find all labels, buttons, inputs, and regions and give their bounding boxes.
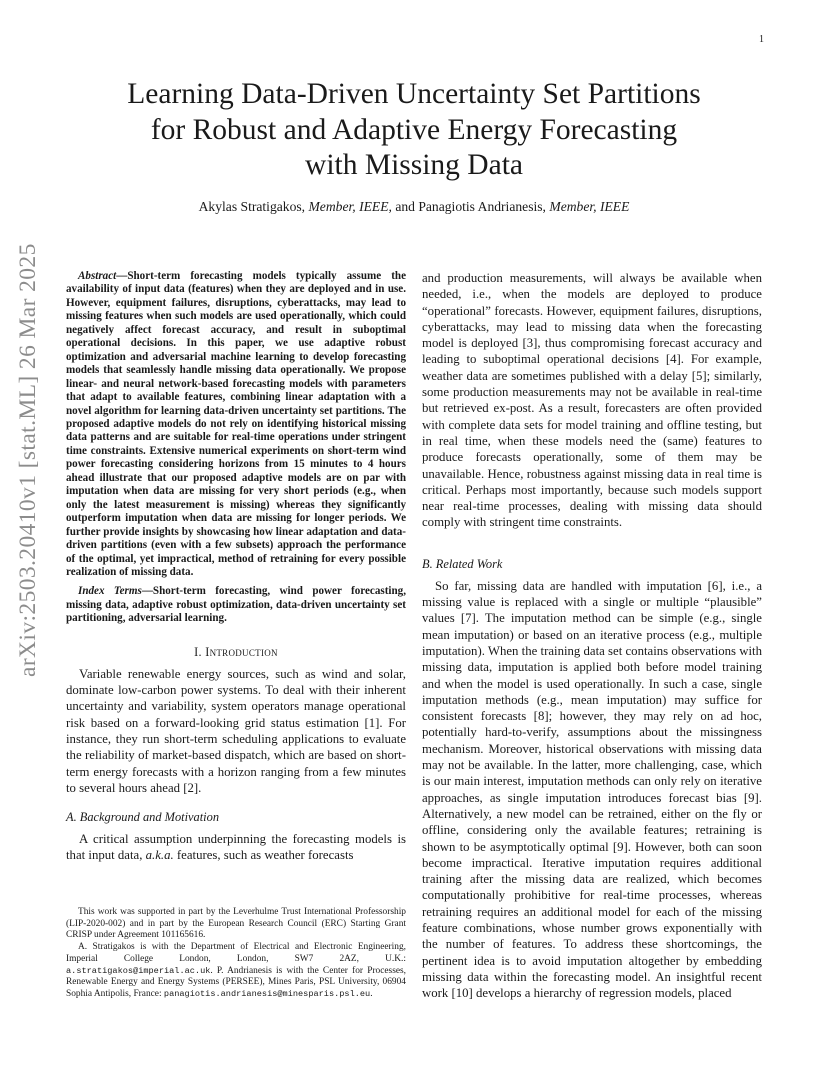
author-2-affiliation: Member, IEEE [549,199,630,214]
abstract-text: —Short-term forecasting models typically assume the availability of input data (features) when they are deployed and in use. However, equipment failures, disruptions, cyberattacks, may lead to missing features when such models are used operationally, which could negatively affect forecast accuracy, and result in suboptimal operational decisions. In this paper, we use adaptive robust optimization and adversarial machine learning to develop forecasting models that seamlessly handle missing data operationally. We propose linear- and neural network-based forecasting models with parameters that adapt to available features, combining linear adaptation with a novel algorithm for learning data-driven uncertainty set partitions. The proposed adaptive models do not rely on identifying historical missing data patterns and are suitable for real-time operations under stringent time constraints. Extensive numerical experiments on short-term wind power forecasting considering horizons from 15 minutes to 4 hours ahead illustrate that our proposed adaptive models are on par with imputation when data are missing for very short periods (e.g., when only the latest measurement is missing) whereas they significantly outperform imputation when data are missing for longer periods. We further provide insights by showcasing how linear adaptation and data-driven partitions (even with a few subsets) approach the performance of the optimal, yet impractical, method of retraining for every possible realization of missing data. [66,270,406,578]
background-paragraph-continued: and production measurements, will always be available when needed, i.e., when the models are deployed to produce “operational” forecasts. However, equipment failures, disruptions, cyberattacks, may lead to missing data when the forecasting model is deployed [3], thus compromising forecast accuracy and leading to suboptimal operational decisions [4]. For example, weather data are sometimes published with a delay [5]; similarly, some production measurements may not be available in real-time but retrieved ex-post. As a result, forecasters are often provided with complete data sets for model training and offline testing, but in real time, when these models need the (same) features to produce forecasts operationally, some of them may be unavailable. Hence, robustness against missing data in real time is critical. Perhaps most importantly, because such models support near real-time processes, dealing with missing data should comply with stringent time constraints. [422,271,762,530]
page-number: 1 [759,34,764,45]
left-column [66,270,406,864]
affiliation-text: A. Stratigakos is with the Department of Electrical and Electronic Engineering, Imperial College London, London, SW7 2AZ, U.K.: [66,942,406,964]
email-link-stratigakos[interactable]: a.stratigakos@imperial.ac.uk [66,965,211,976]
author-2-name: and Panagiotis Andrianesis, [395,199,546,214]
footnotes [66,907,406,1001]
index-terms-label: Index Terms [78,585,142,598]
subsection-heading-related-work: B. Related Work [422,556,503,571]
funding-footnote: This work was supported in part by the Leverhulme Trust International Professorship (LIP-2020-002) and in part by the European Research Council (ERC) Starting Grant CRISP under Agreement 101165616. [66,907,406,941]
author-1-affiliation: Member, IEEE, [308,199,392,214]
intro-paragraph: Variable renewable energy sources, such as wind and solar, dominate low-carbon power systems. To deal with their inherent uncertainty and variability, system operators manage operational risk based on a forward-looking grid status estimation [1]. For instance, they run short-term scheduling applications to evaluate the reliability of market-based dispatch, which are based on short-term energy forecasts with a horizon ranging from a few minutes to several hours ahead [2]. [66,666,406,795]
abstract-label: Abstract [78,270,117,282]
author-1-name: Akylas Stratigakos, [198,199,306,214]
affiliation-footnote [66,942,406,1001]
email-link-andrianesis[interactable]: panagiotis.andrianesis@minesparis.psl.eu [163,988,371,999]
title-line-3: with Missing Data [305,149,523,181]
section-heading-introduction [66,645,406,660]
section-number: I. [194,644,202,659]
title-line-2: for Robust and Adaptive Energy Forecasting [150,113,678,146]
index-terms [66,585,406,625]
related-work-paragraph: So far, missing data are handled with imputation [6], i.e., a missing value is replaced with a single or multiple “plausible” values [7]. The imputation method can be simple (e.g., single mean imputation) or based on an iterative process (e.g., multiple imputation). When the training data set contains observations with missing data, imputation is applied both before model training and when the model is used operationally. In such a case, single imputation methods (e.g., mean imputation) may suffice for consistent forecasts [8]; however, they may rely on ad hoc, potentially hard-to-verify, assumptions about the missingness mechanism. Moreover, historical observations with missing data may not be available. In the latter, more challenging, case, which is our main interest, imputation methods can only rely on iterative approaches, as single imputation introduces forecast bias [9]. Alternatively, a new model can be retrained, either on the fly or offline, considering only the available features; retraining is shown to be asymptotically optimal [9]. However, both can soon become impractical. Iterative imputation requires additional training after the missing data are realized, which becomes computationally prohibitive for real-time processes, whereas retraining requires an additional model for each of the missing feature combinations, whose number grows exponentially with the number of features. To address these shortcomings, the pertinent idea is to avoid imputation altogether by embedding missing data within the forecasting model. An insightful recent work [10] develops a hierarchy of regression models, placed [422,578,762,1001]
section-title-first-letter: I [205,644,210,659]
section-title-rest: ntroduction [209,644,278,659]
affiliation-end: . [370,988,373,999]
background-paragraph [66,831,406,864]
paper-title [70,77,758,184]
abstract [66,270,406,579]
section-title [205,645,278,659]
subsection-heading-background: A. Background and Motivation [66,810,220,825]
affiliation-text-2: . P. Andrianesis is with the Center for Processes, Renewable Energy and Energy Systems (PERSEE), Mines Paris, PSL University, 06904 Sophia Antipolis, France: [66,965,406,999]
background-text-end: features, such as weather forecasts [176,848,354,863]
title-line-1: Learning Data-Driven Uncertainty Set Partitions [127,78,701,110]
background-text-start: A critical assumption underpinning the forecasting models is that input data, [66,832,406,863]
index-terms-text: —Short-term forecasting, wind power forecasting, missing data, adaptive robust optimization, data-driven uncertainty set partitioning, adversarial learning. [66,585,406,625]
aka-abbreviation: a.k.a. [145,848,174,863]
author-list [70,198,758,216]
right-column [422,270,762,1001]
arxiv-identifier-stamp: arXiv:2503.20410v1 [stat.ML] 26 Mar 2025 [15,243,41,677]
